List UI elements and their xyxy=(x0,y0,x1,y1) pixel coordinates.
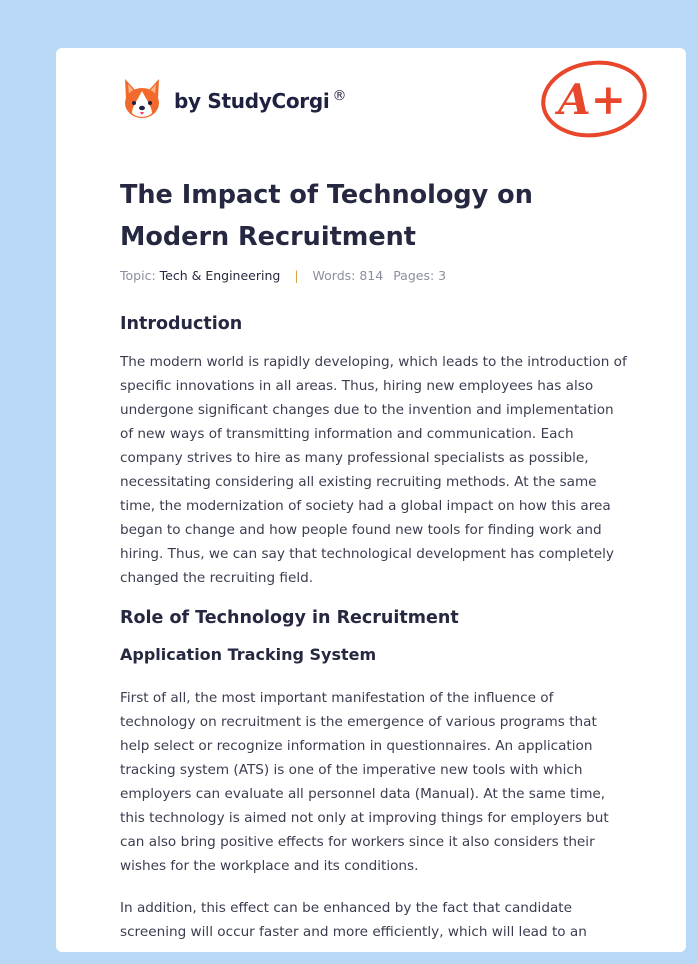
ats-paragraph-2: In addition, this effect can be enhanced by the fact that candidate screening will occur faster and more efficiently, which will lead to an xyxy=(120,900,587,940)
topic-label: Topic: xyxy=(120,268,156,283)
ats-paragraph-1: First of all, the most important manifestation of the influence of technology on recruitment is the emergence of various programs that help select or recognize information in questionnaires. An application tracking system (ATS) is one of the imperative new tools with which employers can evaluate all personnel data (Manual). At the same time, this technology is aimed not only at improving things for employers but can also bring positive effects for workers since it also considers their wishes for the workplace and its conditions. xyxy=(120,690,609,874)
ats-heading: Application Tracking System xyxy=(120,645,377,664)
word-count: Words: 814 xyxy=(312,268,384,283)
page-count: Pages: 3 xyxy=(393,268,447,283)
registered-mark: ® xyxy=(332,87,347,104)
essay-meta xyxy=(120,268,446,283)
introduction-heading: Introduction xyxy=(120,314,243,334)
grade-badge xyxy=(538,58,650,144)
meta-separator: | xyxy=(294,268,299,283)
topic-link[interactable]: Tech & Engineering xyxy=(159,268,281,283)
introduction-paragraph: The modern world is rapidly developing, which leads to the introduction of specific innovations in all areas. Thus, hiring new employees has also undergone significant changes due to the invention and implementation of new ways of transmitting information and communication. Each company strives to hire as many professional specialists as possible, necessitating considering all existing recruiting methods. At the same time, the modernization of society had a global impact on how this area began to change and how people found new tools for finding work and hiring. Thus, we can say that technological development has completely changed the recruiting field. xyxy=(120,354,627,586)
brand-text: by StudyCorgi xyxy=(174,88,330,113)
a-plus-grade-icon xyxy=(538,58,650,140)
document-page xyxy=(56,48,686,952)
corgi-icon xyxy=(122,77,162,123)
grade-text: A+ xyxy=(558,75,626,124)
brand-name xyxy=(174,88,346,113)
studycorgi-logo[interactable] xyxy=(122,76,346,124)
role-heading: Role of Technology in Recruitment xyxy=(120,608,459,628)
page-title: The Impact of Technology on Modern Recruitment xyxy=(120,180,533,252)
